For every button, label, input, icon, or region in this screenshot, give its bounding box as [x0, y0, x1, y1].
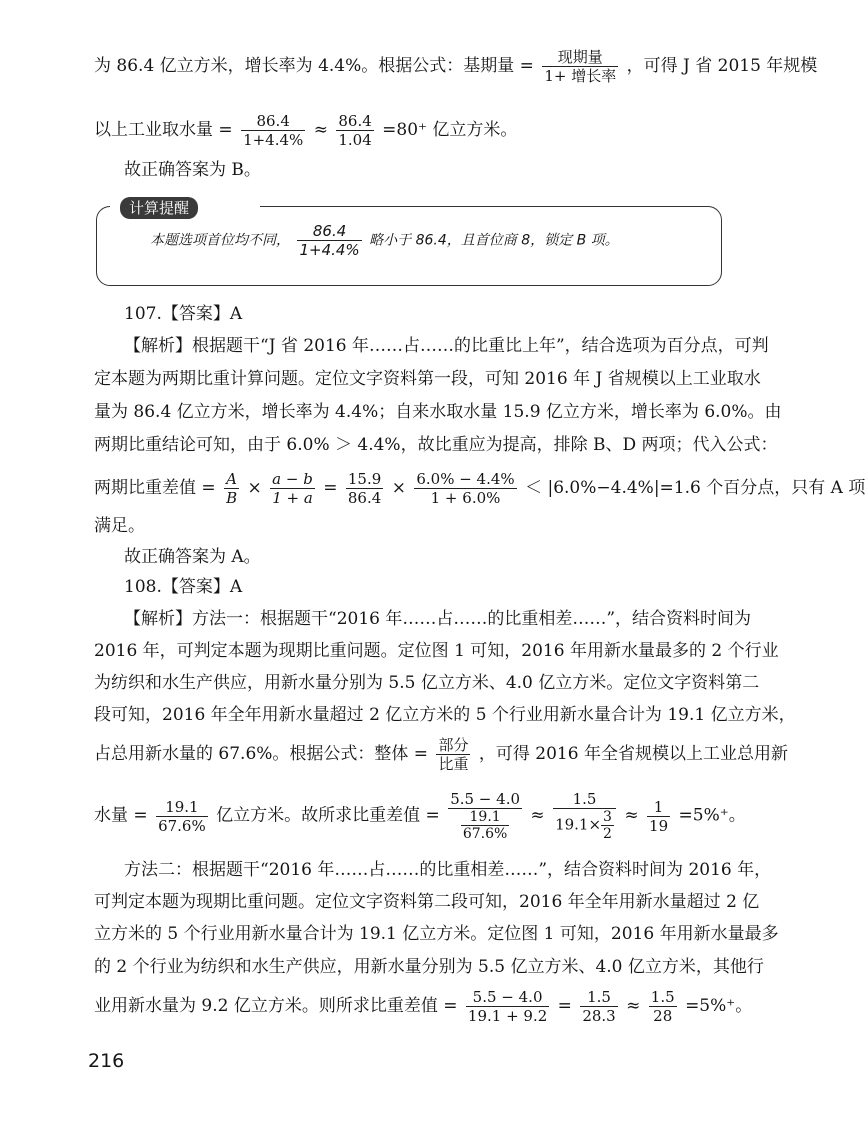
- text-span: ，可得 2016 年全省规模以上工业总用新: [478, 744, 788, 764]
- denominator: 28.3: [582, 1007, 616, 1025]
- formula-fraction: [580, 988, 617, 1025]
- text-line: 段可知，2016 年全年用新水量超过 2 亿立方米的 5 个行业用新水量合计为 19.1 亿立方米，: [94, 705, 796, 725]
- denominator: 1.04: [338, 131, 372, 149]
- formula-fraction: [156, 798, 208, 835]
- answer-heading: 107.【答案】A: [124, 304, 243, 324]
- denominator: 67.6%: [158, 816, 206, 835]
- numerator: 86.4: [338, 112, 372, 130]
- numerator: 6.0% − 4.4%: [416, 470, 515, 488]
- numerator: 5.5 − 4.0: [466, 988, 549, 1007]
- formula-fraction: [336, 112, 373, 149]
- numerator: 部分: [438, 736, 469, 754]
- denominator: 1+4.4%: [243, 131, 304, 149]
- text-span: 业用新水量为 9.2 亿立方米。则所求比重差值 =: [94, 996, 458, 1016]
- text-span: ，可得 J 省 2015 年规模: [626, 56, 818, 76]
- formula-fraction: [542, 48, 618, 85]
- denominator: 1 + 6.0%: [430, 489, 501, 507]
- formula-fraction: [270, 470, 315, 507]
- formula-fraction: [297, 222, 361, 259]
- formula-fraction: [241, 112, 305, 149]
- text-span: 为 86.4 亿立方米，增长率为 4.4%。根据公式：基期量 =: [94, 56, 534, 76]
- text-span: =5%⁺。: [678, 805, 746, 826]
- formula-compound-fraction: [448, 790, 522, 842]
- answer-heading: 108.【答案】A: [124, 577, 243, 597]
- denominator: 比重: [438, 755, 469, 773]
- formula-fraction: [649, 988, 677, 1025]
- text-span: 两期比重差值 =: [94, 478, 216, 498]
- numerator: 1.5: [580, 988, 617, 1007]
- numerator: a − b: [272, 470, 313, 488]
- text-span: 水量 =: [94, 805, 148, 826]
- tip-text: [150, 222, 619, 259]
- denominator: 1+4.4%: [299, 241, 360, 259]
- numerator: 3: [603, 809, 612, 825]
- text-span: 本题选项首位均不同，: [150, 232, 290, 249]
- text-span: 19.1×: [555, 815, 602, 834]
- denominator: 86.4: [347, 489, 382, 507]
- numerator: 19.1: [156, 798, 208, 817]
- text-line: [94, 112, 517, 149]
- denominator: 28: [653, 1007, 673, 1025]
- formula-compound-fraction: [553, 790, 616, 842]
- text-line: 2016 年，可判定本题为现期比重问题。定位图 1 可知，2016 年用新水量最多的 2 个行业: [94, 641, 779, 661]
- text-line: 定本题为两期比重计算问题。定位文字资料第一段，可知 2016 年 J 省规模以上工业取水: [94, 369, 761, 389]
- formula-fraction: [224, 470, 239, 507]
- approx-sign: ≈: [313, 120, 328, 140]
- formula-line: [94, 790, 746, 842]
- tip-label-badge: 计算提醒: [120, 197, 198, 219]
- numerator: 15.9: [347, 470, 382, 488]
- text-line: 【解析】方法一：根据题干“2016 年……占……的比重相差……”，结合资料时间为: [124, 609, 752, 629]
- approx-sign: ≈: [626, 996, 641, 1016]
- formula-fraction: [346, 470, 383, 507]
- text-span: =80⁺ 亿立方米。: [382, 120, 518, 140]
- denominator: [553, 809, 616, 842]
- numerator: 86.4: [241, 112, 305, 131]
- formula-line: [94, 988, 752, 1025]
- text-line: 方法二：根据题干“2016 年……占……的比重相差……”，结合资料时间为 2016 年，: [124, 860, 772, 880]
- text-line: 立方米的 5 个行业用新水量合计为 19.1 亿立方米。定位图 1 可知，2016 年用新水量最多: [94, 924, 779, 944]
- formula-line: [94, 470, 865, 507]
- denominator: 1+ 增长率: [544, 67, 617, 85]
- text-span: 略小于 86.4，且首位商 8，锁定 B 项。: [369, 232, 619, 249]
- times-sign: ×: [391, 478, 406, 498]
- text-line: 【解析】根据题干“J 省 2016 年……占……的比重比上年”，结合选项为百分点，可判: [124, 336, 769, 356]
- text-line: 为纺织和水生产供应，用新水量分别为 5.5 亿立方米、4.0 亿立方米。定位文字资料第二: [94, 673, 760, 693]
- numerator: 86.4: [297, 222, 361, 241]
- text-line: 的 2 个行业为纺织和水生产供应，用新水量分别为 5.5 亿立方米、4.0 亿立方米，其他行: [94, 957, 764, 977]
- text-line: 故正确答案为 A。: [124, 547, 261, 567]
- equals-sign: =: [557, 996, 572, 1016]
- numerator: A: [224, 470, 239, 489]
- approx-sign: ≈: [624, 805, 639, 826]
- denominator: 67.6%: [462, 826, 508, 842]
- text-line: 量为 86.4 亿立方米，增长率为 4.4%；自来水取水量 15.9 亿立方米，增长率为 6.0%。由: [94, 402, 782, 422]
- text-span: 以上工业取水量 =: [94, 120, 233, 140]
- denominator: 19: [649, 816, 669, 835]
- text-line: 两期比重结论可知，由于 6.0% ＞ 4.4%，故比重应为提高，排除 B、D 两项；代入公式：: [94, 435, 778, 455]
- numerator: 5.5 − 4.0: [450, 790, 521, 808]
- formula-fraction: [466, 988, 549, 1025]
- formula-fraction: [647, 798, 670, 835]
- equals-sign: =: [323, 478, 338, 498]
- formula-fraction: [414, 470, 516, 507]
- denominator: 2: [603, 826, 612, 842]
- text-span: =5%⁺。: [685, 996, 753, 1016]
- text-line: 故正确答案为 B。: [124, 160, 261, 180]
- denominator: B: [226, 489, 238, 507]
- text-span: ＜ |6.0%−4.4%|=1.6 个百分点，只有 A 项: [525, 478, 865, 498]
- denominator: 19.1 + 9.2: [467, 1007, 548, 1025]
- numerator: 1: [647, 798, 670, 817]
- numerator: 1.5: [553, 790, 616, 809]
- formula-fraction: [436, 736, 470, 773]
- text-line: [94, 736, 788, 773]
- text-span: 亿立方米。故所求比重差值 =: [216, 805, 440, 826]
- numerator: 现期量: [542, 48, 618, 67]
- numerator: 19.1: [461, 809, 509, 826]
- denominator: 1 + a: [272, 489, 313, 507]
- text-span: 占总用新水量的 67.6%。根据公式：整体 =: [94, 744, 429, 764]
- times-sign: ×: [247, 478, 262, 498]
- approx-sign: ≈: [530, 805, 545, 826]
- text-line: 可判定本题为现期比重问题。定位文字资料第二段可知，2016 年全年用新水量超过 2 亿: [94, 892, 760, 912]
- denominator: [448, 809, 522, 842]
- text-line: [94, 48, 817, 85]
- text-line: 满足。: [94, 516, 145, 536]
- page-number: 216: [88, 1050, 125, 1072]
- numerator: 1.5: [650, 988, 675, 1006]
